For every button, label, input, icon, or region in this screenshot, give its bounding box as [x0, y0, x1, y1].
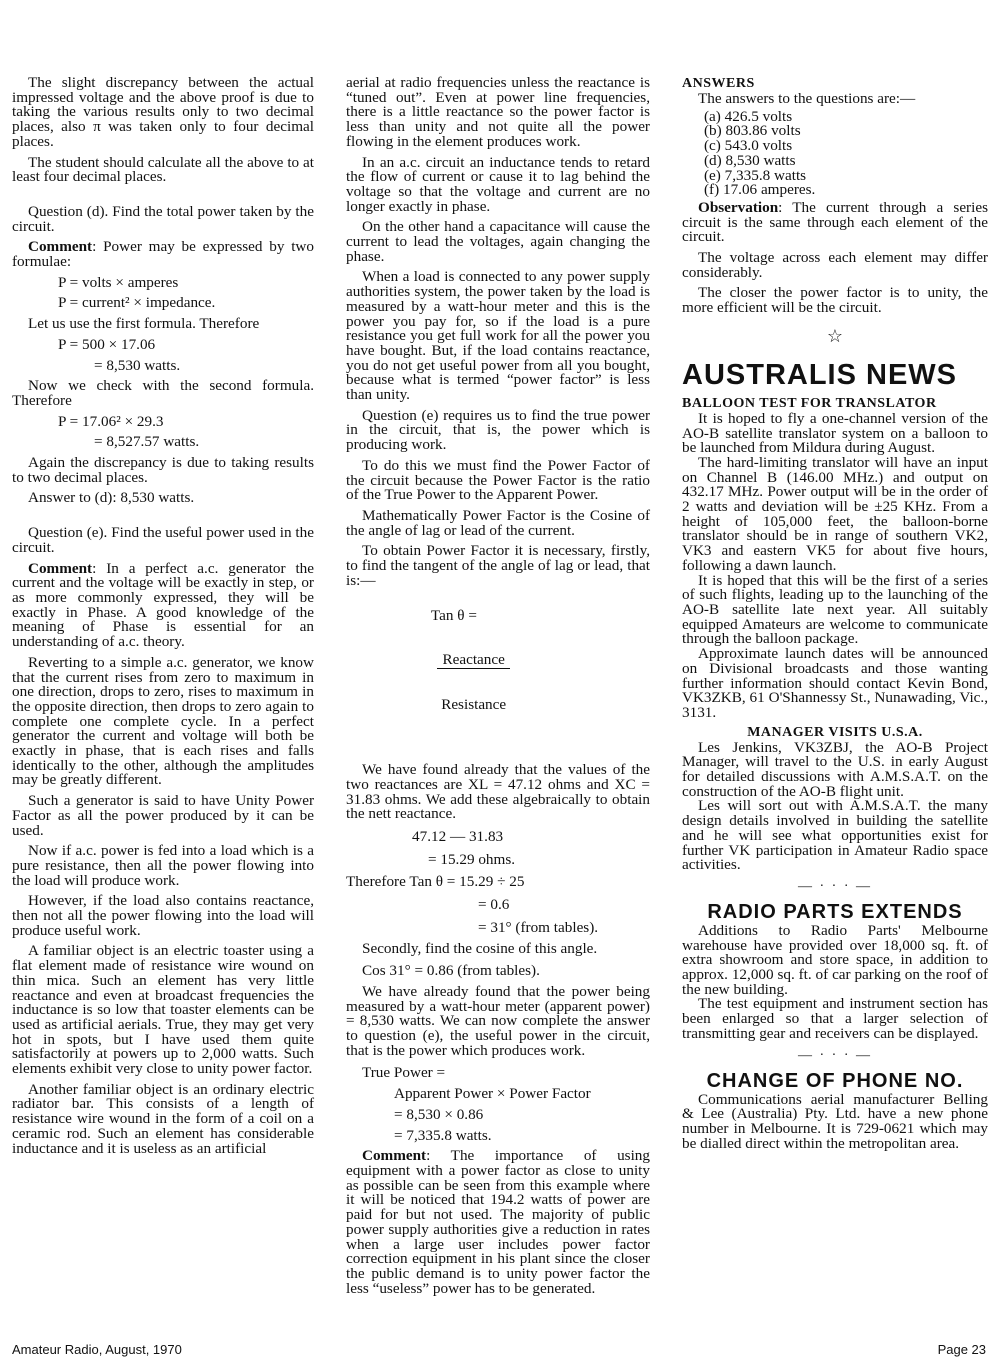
equation: = 7,335.8 watts. [394, 1126, 492, 1144]
paragraph: Now we check with the second formula. Therefore [12, 377, 314, 409]
comment-text: : Power may be expressed by two formulae: [12, 238, 314, 271]
paragraph: aerial at radio frequencies unless the reactance is “tuned out”. Even at power line frequencies, there is a little reactance so the power factor is less than unity and not quite all the power flowing in the element produces work. [346, 74, 650, 150]
paragraph: The student should calculate all the above to at least four decimal places. [12, 153, 314, 186]
formula: = 8,527.57 watts. [94, 433, 200, 451]
paragraph: Mathematically Power Factor is the Cosine of the angle of lag or lead of the current. [346, 506, 650, 539]
list-item: (c) 543.0 volts [704, 137, 793, 155]
equation: = 15.29 ohms. [428, 850, 516, 868]
comment-label: Comment [362, 1147, 427, 1165]
list-item: (a) 426.5 volts [704, 107, 793, 125]
article-heading: MANAGER VISITS U.S.A. [747, 724, 923, 740]
article-heading: BALLOON TEST FOR TRANSLATOR [682, 395, 937, 411]
paragraph: We have found already that the values of the two reactances are XL = 47.12 ohms and XC = 31.83 ohms. We add these algebraically to obtain the nett reactance. [346, 761, 650, 823]
section-heading: AUSTRALIS NEWS [682, 358, 957, 391]
observation-label: Observation [698, 198, 779, 216]
page-number: Page 23 [937, 1342, 986, 1357]
list-item: (e) 7,335.8 watts [704, 166, 807, 184]
comment-e [12, 559, 314, 651]
paragraph: When a load is connected to any power supply authorities system, the power taken by the load is measured by a watt-hour meter and this is the power you pay for, so if the load is a pure resistance you get full work for all the power you have bought. But, if the load contains reactance, you do not get useful power from all you bought, because what is termed “power factor” is less than unity. [346, 268, 650, 404]
fraction [437, 624, 510, 743]
paragraph: Secondly, find the cosine of this angle. [362, 939, 598, 957]
paragraph: To do this we must find the Power Factor of the circuit because the Power Factor is the ratio of the True Power to the Apparent Power. [346, 456, 650, 504]
answers-list [682, 107, 988, 199]
paragraph: However, if the load also contains reactance, then not all the power flowing into the load will produce useful work. [12, 892, 314, 939]
paragraph: It is hoped that this will be the first of a series of such flights, leading up to the launching of the AO-B satellite late next year. All suitably equipped Amateurs are welcome to communicate through the balloon package. [682, 571, 988, 648]
observation-text: : The current through a series circuit is the same through each element of the circuit. [682, 198, 988, 246]
fraction-numerator: Reactance [437, 653, 510, 669]
answer-d: Answer to (d): 8,530 watts. [28, 489, 195, 507]
fraction-denominator: Resistance [441, 696, 507, 714]
list-item: (f) 17.06 amperes. [704, 181, 816, 199]
paragraph: Such a generator is said to have Unity Power Factor as all the power produced by it can be used. [12, 792, 314, 839]
observation [682, 198, 988, 246]
section-heading: RADIO PARTS EXTENDS [707, 900, 963, 923]
paragraph: On the other hand a capacitance will cause the current to lead the voltages, again changing the phase. [346, 218, 650, 265]
divider: — · · · — [798, 1047, 872, 1063]
paragraph: It is hoped to fly a one-channel version of the AO-B satellite translator system on a balloon to be launched from Mildura during August. [682, 409, 988, 457]
paragraph: Another familiar object is an ordinary electric radiator bar. This consists of a length of resistance wire wound in the form of a coil on a ceramic rod. Such an element has considerable inductance and it is useless as an artificial [12, 1080, 314, 1157]
paragraph: Let us use the first formula. Therefore [28, 315, 260, 333]
comment-label: Comment [28, 559, 93, 577]
tangent-formula [416, 595, 650, 758]
publication-footer: Amateur Radio, August, 1970 [12, 1342, 182, 1357]
equation: = 8,530 × 0.86 [394, 1105, 484, 1123]
equation: Cos 31° = 0.86 (from tables). [362, 962, 540, 980]
equation: Therefore Tan θ = 15.29 ÷ 25 [346, 873, 525, 891]
paragraph: Communications aerial manufacturer Belling & Lee (Australia) Pty. Ltd. have a new phone number in Melbourne. It is 729-0621 which may be dialled direct within the metropolitan area. [682, 1090, 988, 1152]
equation: Apparent Power × Power Factor [394, 1085, 591, 1103]
list-item: (d) 8,530 watts [704, 151, 796, 169]
comment-text: : The importance of using equipment with a power factor as close to unity as possible can be seen from this example where it will be noticed that 194.2 watts of power are paid for but not used. The majority of public power supply authorities give a reduction in rates when a large user includes power factor correction equipment in his plant since the closer the public demand is to unity power factor the less “useless” power has to be generated. [346, 1147, 650, 1297]
paragraph: Additions to Radio Parts' Melbourne warehouse have provided over 18,000 sq. ft. of extra showroom and store space, in addition to approx. 12,000 sq. ft. of car parking on the roof of the new building. [682, 921, 988, 998]
formula: = 8,530 watts. [94, 356, 181, 374]
comment-d [12, 240, 314, 269]
comment-text: : In a perfect a.c. generator the current and the voltage will be exactly in step, or as more commonly expressed, they will be exactly in Phase. A good knowledge of the meaning of Phase is essential for an understanding of a.c. theory. [12, 559, 314, 651]
paragraph: The hard-limiting translator will have an input on Channel B (146.00 MHz.) and output on 432.17 MHz. Power output will be in the order of 2 watts and deviation will be ±25 KHz. From a height of 105,000 feet, the balloon-borne translator should be in range of southern VK2, VK3 and eastern VK5 for about five hours, following a dawn launch. [682, 453, 988, 574]
paragraph: Again the discrepancy is due to taking results to two decimal places. [12, 454, 314, 486]
paragraph: The answers to the questions are:— [698, 90, 916, 107]
paragraph: Approximate launch dates will be announced on Divisional broadcasts and those wanting further information should contact Kevin Bond, VK3ZKB, 61 O'Shannessy St., Nunawading, Vic., 3131. [682, 645, 988, 721]
column-3 [682, 76, 988, 1151]
divider: — · · · — [798, 878, 872, 894]
question-d: Question (d). Find the total power taken by the circuit. [12, 202, 314, 235]
list-item: (b) 803.86 volts [704, 122, 801, 140]
formula: P = current² × impedance. [58, 294, 216, 312]
column-1 [12, 76, 314, 1156]
paragraph: Les will sort out with A.M.S.A.T. the many design details involved in building the satellite and he will see what opportunities exist for further VK participation in Amateur Radio space activities. [682, 797, 988, 874]
equation: = 31° (from tables). [478, 918, 599, 936]
equation: 47.12 — 31.83 [412, 828, 504, 846]
formula: P = 17.06² × 29.3 [58, 412, 164, 430]
column-2 [346, 76, 650, 1296]
paragraph: We have already found that the power being measured by a watt-hour meter (apparent power) = 8,530 watts. We can now complete the answer to question (e), the useful power in the circuit, that is the power which produces work. [346, 982, 650, 1059]
paragraph: The test equipment and instrument section has been enlarged so that a larger selection of transmitting gear and receivers can be displayed. [682, 995, 988, 1042]
tangent-lhs: Tan θ = [430, 607, 477, 625]
equation: True Power = [362, 1064, 446, 1082]
paragraph: In an a.c. circuit an inductance tends to retard the flow of current or cause it to lag behind the voltage so that the voltage and current are no longer exactly in phase. [346, 153, 650, 215]
star-icon: ☆ [826, 325, 844, 346]
paragraph: Reverting to a simple a.c. generator, we know that the current rises from zero to maximum in one direction, drops to zero, rises to maximum in the opposite direction, then drops to zero again to complete one complete cycle. In a perfect generator the current and voltage will both be exactly in phase, that is each rises and falls identically to the other, although the amplitudes may be greatly different. [12, 653, 314, 789]
paragraph: The slight discrepancy between the actual impressed voltage and the above proof is due to taking the various results only to two decimal places, also π was taken only to four decimal places. [12, 74, 314, 150]
paragraph: To obtain Power Factor it is necessary, firstly, to find the tangent of the angle of lag or lead, that is:— [346, 542, 650, 589]
paragraph: Les Jenkins, VK3ZBJ, the AO-B Project Manager, will travel to the U.S. in early August for detailed discussions with A.M.S.A.T. on the construction of the AO-B flight unit. [682, 738, 988, 800]
comment-label: Comment [28, 238, 93, 256]
paragraph: Now if a.c. power is fed into a load which is a pure resistance, then all the power flowing into the load will produce work. [12, 842, 314, 889]
answers-heading: ANSWERS [682, 76, 755, 91]
question-e: Question (e). Find the useful power used in the circuit. [12, 524, 314, 556]
equation: = 0.6 [478, 896, 510, 914]
comment [346, 1149, 650, 1296]
formula: P = 500 × 17.06 [58, 335, 156, 353]
paragraph: A familiar object is an electric toaster using a flat element made of resistance wire wound on thin mica. Such an element has very little reactance and even at broadcast frequencies the inductance is so low that toaster elements can be used as artificial aerials. True, they may get very hot in spots, but I have used them quite satisfactorily at powers up to 2,000 watts. Such elements exhibit very close to unity power factor. [12, 942, 314, 1078]
paragraph: The closer the power factor is to unity, the more efficient will be the circuit. [682, 284, 988, 317]
formula: P = volts × amperes [58, 273, 179, 291]
section-heading: CHANGE OF PHONE NO. [706, 1069, 964, 1092]
paragraph: Question (e) requires us to find the true power in the circuit, that is, the power which is producing work. [346, 406, 650, 454]
paragraph: The voltage across each element may differ considerably. [682, 249, 988, 281]
